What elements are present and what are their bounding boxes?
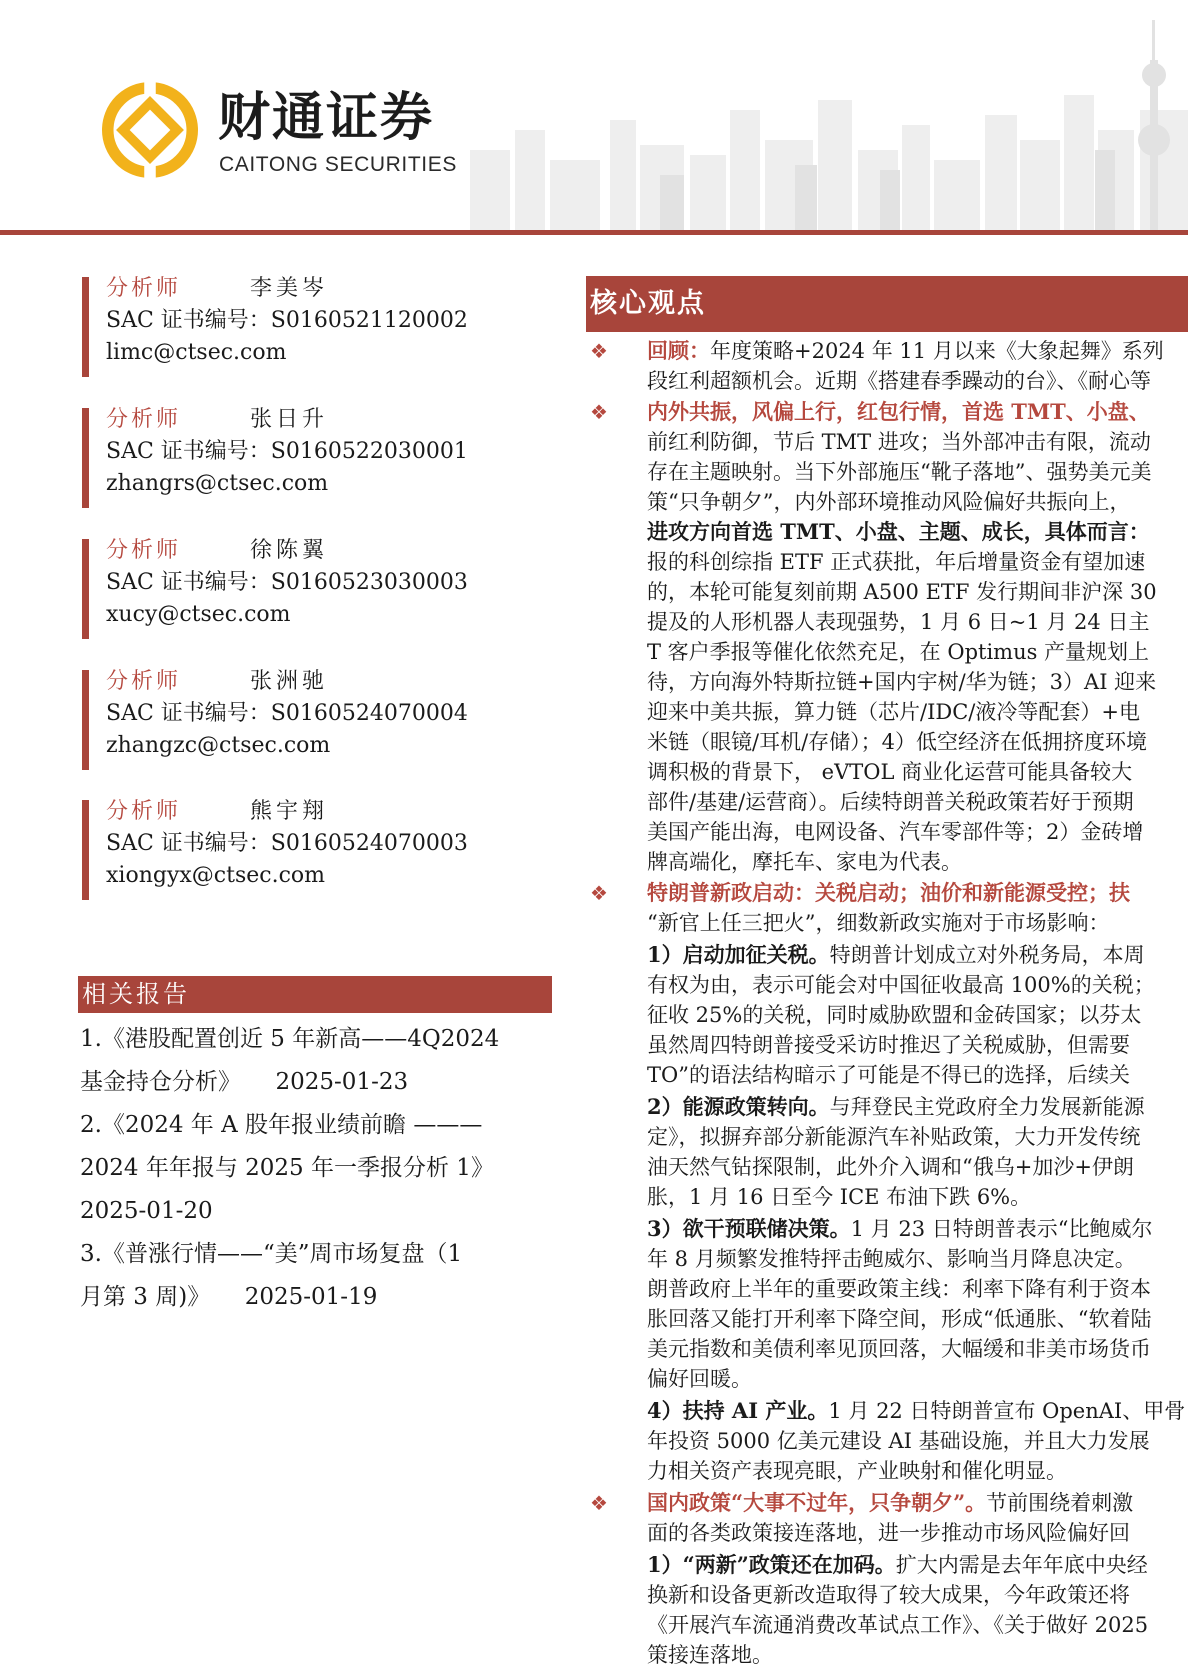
sub-heading: 1）启动加征关税。 <box>647 942 830 967</box>
analyst-role: 分析师 <box>106 799 182 824</box>
text-line: 待，方向海外特斯拉链+国内宇树/华为链；3）AI 迎来 <box>647 670 1157 694</box>
related-report-line[interactable]: 基金持仓分析》 2025-01-23 <box>80 1069 409 1095</box>
text-line: 4）扶持 AI 产业。1 月 22 日特朗普宣布 OpenAI、甲骨 <box>647 1398 1186 1423</box>
text-line: 定》，拟摒弃部分新能源汽车补贴政策，大力开发传统 <box>647 1125 1141 1149</box>
analyst-name: 张洲驰 <box>250 669 329 694</box>
analyst-sac-number: SAC 证书编号：S0160523030003 <box>106 570 468 595</box>
diamond-bullet-icon: ❖ <box>590 400 608 424</box>
analyst-name: 李美岑 <box>250 276 329 301</box>
paragraph-heading: 内外共振，风偏上行，红包行情，首选 TMT、小盘、 <box>647 399 1150 424</box>
text-line: 策“只争朝夕”，内外部环境推动风险偏好共振向上， <box>647 490 1131 514</box>
text-line: 胀，1 月 16 日至今 ICE 布油下跌 6%。 <box>647 1185 1032 1209</box>
sub-heading: 1）“两新”政策还在加码。 <box>647 1552 896 1577</box>
sub-heading: 3）欲干预联储决策。 <box>647 1216 851 1241</box>
text-line: 存在主题映射。当下外部施压“靴子落地”、强势美元美 <box>647 460 1152 484</box>
analyst-role: 分析师 <box>106 276 182 301</box>
analyst-card <box>82 670 512 770</box>
analyst-email[interactable]: xucy@ctsec.com <box>106 602 291 627</box>
analyst-name: 徐陈翼 <box>250 538 329 563</box>
related-reports-list <box>80 1018 552 1319</box>
analyst-role: 分析师 <box>106 538 182 563</box>
analyst-accent-bar <box>82 408 89 508</box>
analyst-email[interactable]: limc@ctsec.com <box>106 340 287 365</box>
related-reports-title: 相关报告 <box>82 980 190 1008</box>
related-report-line[interactable]: 1.《港股配置创近 5 年新高——4Q2024 <box>80 1026 500 1052</box>
text-line: 有权为由，表示可能会对中国征收最高 100%的关税； <box>647 973 1155 997</box>
text-line: 3）欲干预联储决策。1 月 23 日特朗普表示“比鲍威尔 <box>647 1216 1153 1241</box>
text-line: 美国产能出海，电网设备、汽车零部件等；2）金砖增 <box>647 820 1144 844</box>
core-views-title: 核心观点 <box>590 288 706 319</box>
text-line: 米链（眼镜/耳机/存储）；4）低空经济在低拥挤度环境 <box>647 730 1148 754</box>
analyst-email[interactable]: zhangrs@ctsec.com <box>106 471 329 496</box>
analyst-sac-number: SAC 证书编号：S0160524070003 <box>106 831 468 856</box>
text-line: 换新和设备更新改造取得了较大成果，今年政策还将 <box>647 1583 1130 1607</box>
text-line: 部件/基建/运营商）。后续特朗普关税政策若好于预期 <box>647 790 1134 814</box>
text-line: 偏好回暖。 <box>647 1367 752 1391</box>
diamond-bullet-icon: ❖ <box>590 881 608 905</box>
text-line: TO”的语法结构暗示了可能是不得已的选择，后续关 <box>647 1063 1130 1087</box>
text-line: 虽然周四特朗普接受采访时推迟了关税威胁，但需要 <box>647 1033 1130 1057</box>
core-views-header <box>586 276 1188 332</box>
logo-chinese-name: 财通证券 <box>218 88 435 148</box>
header-divider <box>0 230 1188 235</box>
sub-heading: 2）能源政策转向。 <box>647 1094 830 1119</box>
text-line: 提及的人形机器人表现强势，1 月 6 日~1 月 24 日主 <box>647 610 1150 634</box>
text-line: 面的各类政策接连落地，进一步推动市场风险偏好回 <box>647 1521 1130 1545</box>
related-report-line[interactable]: 月第 3 周)》 2025-01-19 <box>80 1284 378 1310</box>
text-line: 前红利防御，节后 TMT 进攻；当外部冲击有限，流动 <box>647 430 1151 454</box>
paragraph-heading: 回顾： <box>647 338 710 363</box>
text-line: 的，本轮可能复刻前期 A500 ETF 发行期间非沪深 30 <box>647 580 1157 604</box>
analyst-accent-bar <box>82 670 89 770</box>
diamond-bullet-icon: ❖ <box>590 339 608 363</box>
text-line: 1）启动加征关税。特朗普计划成立对外税务局，本周 <box>647 942 1145 967</box>
analyst-name: 张日升 <box>250 407 329 432</box>
text-line: 朗普政府上半年的重要政策主线：利率下降有利于资本 <box>647 1277 1151 1301</box>
analyst-accent-bar <box>82 800 89 900</box>
paragraph-heading: 国内政策“大事不过年，只争朝夕”。 <box>647 1490 987 1515</box>
related-report-line[interactable]: 2.《2024 年 A 股年报业绩前瞻 ——— <box>80 1112 483 1138</box>
analyst-sac-number: SAC 证书编号：S0160522030001 <box>106 439 468 464</box>
text-line: 国内政策“大事不过年，只争朝夕”。节前围绕着刺激 <box>647 1490 1134 1515</box>
related-report-line[interactable]: 2024 年年报与 2025 年一季报分析 1》 <box>80 1155 494 1181</box>
analyst-accent-bar <box>82 277 89 377</box>
analyst-email[interactable]: xiongyx@ctsec.com <box>106 863 325 888</box>
text-line: 段红利超额机会。近期《搭建春季躁动的台》、《耐心等 <box>647 369 1151 393</box>
text-line: 力相关资产表现亮眼，产业映射和催化明显。 <box>647 1459 1067 1483</box>
text-line: 油天然气钻探限制，此外介入调和“俄乌+加沙+伊朗 <box>647 1155 1134 1179</box>
related-report-line[interactable]: 3.《普涨行情——“美”周市场复盘（1 <box>80 1241 463 1267</box>
text-line: 胀回落又能打开利率下降空间，形成“低通胀、“软着陆 <box>647 1307 1152 1331</box>
text-line: 年 8 月频繁发推特抨击鲍威尔、影响当月降息决定。 <box>647 1247 1136 1271</box>
text-line: 调积极的背景下， eVTOL 商业化运营可能具备较大 <box>647 760 1133 784</box>
text-line: 牌高端化，摩托车、家电为代表。 <box>647 850 962 874</box>
text-line: 征收 25%的关税，同时威胁欧盟和金砖国家；以芬太 <box>647 1003 1142 1027</box>
analyst-name: 熊宇翔 <box>250 799 329 824</box>
text-line: 1）“两新”政策还在加码。扩大内需是去年年底中央经 <box>647 1552 1148 1577</box>
text-line: 报的科创综指 ETF 正式获批，年后增量资金有望加速 <box>647 550 1146 574</box>
analyst-sac-number: SAC 证书编号：S0160524070004 <box>106 701 468 726</box>
analyst-role: 分析师 <box>106 407 182 432</box>
related-reports-header <box>78 976 552 1013</box>
diamond-bullet-icon: ❖ <box>590 1491 608 1515</box>
text-line: “新官上任三把火”，细数新政实施对于市场影响： <box>647 911 1110 935</box>
analyst-card <box>82 277 512 377</box>
text-line: T 客户季报等催化依然充足，在 Optimus 产量规划上 <box>647 640 1150 664</box>
analyst-accent-bar <box>82 539 89 639</box>
text-line: 策接连落地。 <box>647 1643 773 1667</box>
text-line: 美元指数和美债利率见顶回落，大幅缓和非美市场货币 <box>647 1337 1151 1361</box>
analyst-card <box>82 408 512 508</box>
text-line-bold: 进攻方向首选 TMT、小盘、主题、成长，具体而言： <box>647 519 1150 544</box>
analyst-role: 分析师 <box>106 669 182 694</box>
text-line: 2）能源政策转向。与拜登民主党政府全力发展新能源 <box>647 1094 1145 1119</box>
core-views-body <box>590 336 1188 1680</box>
analyst-card <box>82 800 512 900</box>
logo-english-name: CAITONG SECURITIES <box>219 153 457 176</box>
analyst-sac-number: SAC 证书编号：S0160521120002 <box>106 308 468 333</box>
text-line: 年投资 5000 亿美元建设 AI 基础设施，并且大力发展 <box>647 1429 1150 1453</box>
caitong-logo-icon <box>102 82 198 178</box>
text-line: 《开展汽车流通消费改革试点工作》、《关于做好 2025 <box>647 1613 1149 1637</box>
report-header <box>0 0 1188 240</box>
text-line: 迎来中美共振，算力链（芯片/IDC/液冷等配套）+电 <box>647 700 1140 724</box>
sub-heading: 4）扶持 AI 产业。 <box>647 1398 829 1423</box>
analyst-card <box>82 539 512 639</box>
text-line: 回顾：年度策略+2024 年 11 月以来《大象起舞》系列 <box>647 338 1164 363</box>
analyst-email[interactable]: zhangzc@ctsec.com <box>106 733 331 758</box>
paragraph-heading: 特朗普新政启动：关税启动；油价和新能源受控；扶 <box>647 880 1130 905</box>
related-report-line[interactable]: 2025-01-20 <box>80 1198 213 1224</box>
